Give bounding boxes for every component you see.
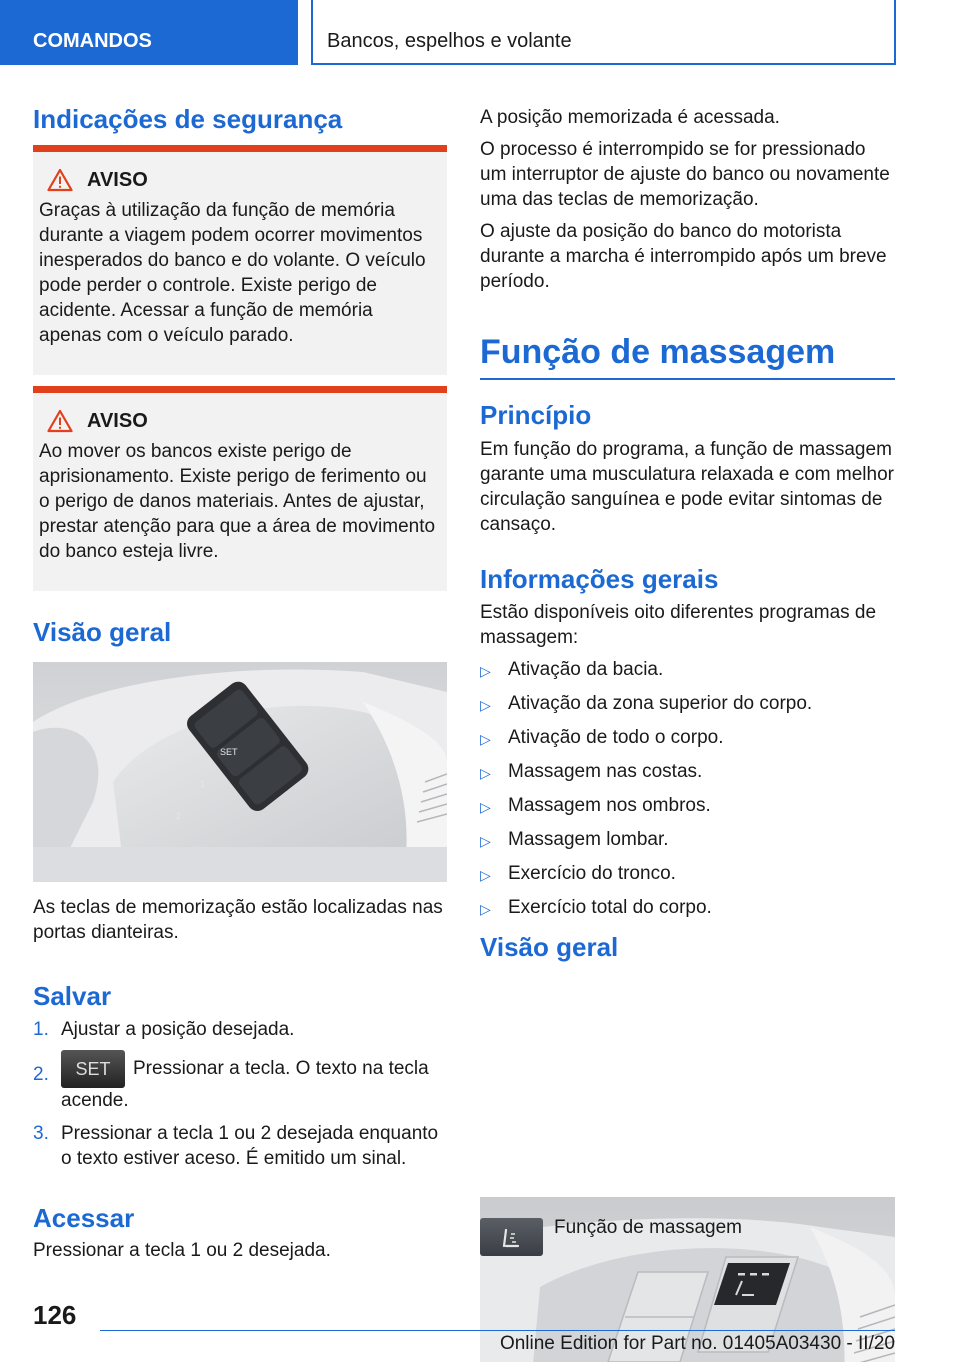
warning-box-memory <box>33 145 447 375</box>
overview-caption: As teclas de memorização estão localizadas nas portas dianteiras. <box>33 897 443 943</box>
right-paragraph-3: O ajuste da posição do banco do motorista durante a marcha é interrompido após um breve período. <box>480 221 887 292</box>
page-number: 126 <box>33 1300 77 1330</box>
save-heading: Salvar <box>33 981 112 1011</box>
program-label: Ativação da bacia. <box>508 659 664 680</box>
access-text: Pressionar a tecla 1 ou 2 desejada. <box>33 1240 331 1261</box>
massage-heading-block <box>480 332 895 380</box>
warning-triangle-icon <box>47 168 73 192</box>
program-item <box>480 895 895 922</box>
program-label: Exercício do tronco. <box>508 863 676 884</box>
warning-header <box>39 409 437 433</box>
program-item <box>480 725 895 752</box>
triangle-bullet-icon: ▷ <box>480 663 491 679</box>
warning-text: Graças à utilização da função de memória durante a viagem podem ocorrer movimentos inesperados do banco e do volante. O veículo pode perder o controle. Existe perigo de acidente. Acessar a função de memória apenas com o veículo parado. <box>39 200 426 346</box>
step-number: 3. <box>33 1123 49 1144</box>
chapter-title: Bancos, espelhos e volante <box>327 30 572 52</box>
photo-set-label: SET <box>220 747 238 757</box>
program-label: Massagem lombar. <box>508 829 669 850</box>
step-text: Pressionar a tecla. O texto na tecla acende. <box>61 1058 429 1111</box>
access-heading: Acessar <box>33 1203 135 1233</box>
triangle-bullet-icon: ▷ <box>480 765 491 781</box>
triangle-bullet-icon: ▷ <box>480 867 491 883</box>
program-item <box>480 793 895 820</box>
warning-label: AVISO <box>87 409 148 432</box>
program-item <box>480 759 895 786</box>
triangle-bullet-icon: ▷ <box>480 697 491 713</box>
program-item <box>480 691 895 718</box>
warning-header <box>39 168 437 192</box>
info-heading: Informações gerais <box>480 564 719 594</box>
save-steps <box>33 1017 447 1179</box>
section-title: COMANDOS <box>33 30 152 52</box>
step-item <box>33 1121 447 1171</box>
overview-heading-left: Visão geral <box>33 617 172 647</box>
triangle-bullet-icon: ▷ <box>480 731 491 747</box>
program-item <box>480 827 895 854</box>
footer-rule <box>100 1330 895 1331</box>
step-text-wrap <box>61 1050 447 1113</box>
program-label: Massagem nos ombros. <box>508 795 711 816</box>
right-paragraph-1: A posição memorizada é acessada. <box>480 107 780 128</box>
photo-two-label: 2 <box>176 811 182 821</box>
massage-heading: Função de massagem <box>480 333 836 371</box>
step-item <box>33 1017 447 1042</box>
program-label: Ativação da zona superior do corpo. <box>508 693 813 714</box>
triangle-bullet-icon: ▷ <box>480 833 491 849</box>
info-text: Estão disponíveis oito diferentes programas de massagem: <box>480 602 877 648</box>
program-label: Massagem nas costas. <box>508 761 703 782</box>
heading-rule <box>480 378 895 380</box>
program-label: Exercício total do corpo. <box>508 897 712 918</box>
photo-one-label: 1 <box>200 779 206 789</box>
program-item <box>480 657 895 684</box>
door-panel-illustration <box>33 662 447 882</box>
chapter-tab <box>311 0 896 65</box>
warning-text: Ao mover os bancos existe perigo de aprisionamento. Existe perigo de ferimento ou o perigo de danos materiais. Antes de ajustar, prestar atenção para que a área de movimento do banco esteja livre. <box>39 441 436 562</box>
warning-triangle-icon <box>47 409 73 433</box>
set-key-icon: SET <box>61 1050 125 1088</box>
massage-program-list <box>480 657 895 929</box>
safety-heading: Indicações de segurança <box>33 104 343 134</box>
program-label: Ativação de todo o corpo. <box>508 727 724 748</box>
section-tab <box>0 0 298 65</box>
principle-heading: Princípio <box>480 400 592 430</box>
massage-seat-icon <box>480 1218 543 1256</box>
warning-box-trapping <box>33 386 447 591</box>
massage-caption: Função de massagem <box>554 1217 742 1238</box>
edition-text: Online Edition for Part no. 01405A03430 - II/20 <box>499 1333 895 1354</box>
right-paragraph-2: O processo é interrompido se for pressionado um interruptor de ajuste do banco ou novamente uma das teclas de memorização. <box>480 139 890 210</box>
step-item <box>33 1050 447 1113</box>
step-text: Ajustar a posição desejada. <box>61 1019 295 1040</box>
warning-label: AVISO <box>87 168 148 191</box>
triangle-bullet-icon: ▷ <box>480 799 491 815</box>
step-number: 2. <box>33 1064 49 1085</box>
step-number: 1. <box>33 1019 49 1040</box>
overview-heading-right: Visão geral <box>480 932 619 962</box>
step-text: Pressionar a tecla 1 ou 2 desejada enquanto o texto estiver aceso. É emitido um sinal. <box>61 1123 439 1169</box>
program-item <box>480 861 895 888</box>
triangle-bullet-icon: ▷ <box>480 901 491 917</box>
massage-key-icon <box>480 1218 543 1256</box>
principle-text: Em função do programa, a função de massagem garante uma musculatura relaxada e com melhor circulação sanguínea e pode evitar sintomas de cansaço. <box>480 439 894 535</box>
memory-buttons-photo <box>33 662 447 882</box>
